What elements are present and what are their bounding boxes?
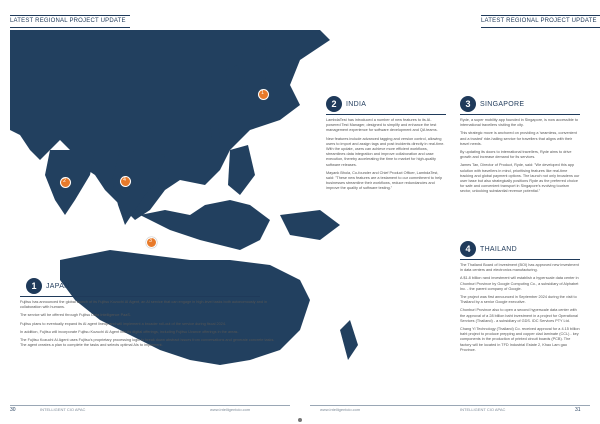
footer-url-left[interactable]: www.intelligentcio.com: [210, 407, 251, 412]
section-3-rule: [460, 114, 580, 115]
section-2-rule: [326, 114, 446, 115]
header-title-left: LATEST REGIONAL PROJECT UPDATE: [10, 18, 126, 24]
section-4-body: The Thailand Board of Investment (BOI) has approved new investment in data centers and electronics manufacturing. A $1.8 billion rand investment will establish a hyperscale data center in Chonburi Province by Google Computing Co., a subsidiary of Alphabet Inc. - the parent company of Google. The project was first announced in September 2024 during the visit to Thailand by a senior Google executive. Chonburi Province also to open a second hyperscale data center with the approval of a 28 billion baht investment in a project for Operational Services (Thailand) - a subsidiary of GDS. IDC Services PTY Ltd. Chang Yi Technology (Thailand) Co. received approval for a 4.15 billion baht project to produce prepping and copper clad laminate (CCL) - key components in the production of printed circuit boards (PCB). The factory will be located in TFD Industrial Estate 2, Khao Lam gao Province.: [460, 263, 580, 352]
page-number-left: 30: [10, 407, 16, 413]
pin-number: 4: [123, 177, 126, 183]
landmass-indonesia: [140, 200, 270, 250]
section-1-body: Fujitsu has announced the global launch of its Fujitsu Kozuchi AI Agent, an AI service that can engage in high-level tasks both autonomously and in collaboration with humans. The service will be offered through Fujitsu Data Intelligence PaaS. Fujitsu plans to eventually expand its AI agent lineup and will implement a broader roll-out of the service during fiscal 2024. In addition, Fujitsu will incorporate Fujitsu Kozuchi AI Agent into its digital offerings, including Fujitsu Uvance offerings in the areas. The Fujitsu Kozuchi AI Agent uses Fujitsu's proprietary processing logic to break down abstract issues from conversations and generate concrete tasks. The agent creates a plan to complete the tasks and selects optimal AIs to implement.: [20, 300, 275, 348]
section-2-body: LambdaTest has introduced a number of new features to its AI-powered Test Manager, designed to simplify and enhance the test management experience for software development and QA teams. New features include advanced tagging and version control, allowing users to import and assign tags and post incidents directly in real-time. With the update, users can achieve more efficient workflows, streamlines data integration and improve collaboration and case execution, thereby accelerating the time to market for high-quality software releases. Mayank Bhola, Co-founder and Chief Product Officer, LambdaTest, said: "These new features are a testament to our commitment to help businesses streamline their workflows, reduce redundancies and improve the quality of software testing.": [326, 118, 445, 191]
footer-left: [10, 405, 290, 416]
section-2-badge: 2: [326, 96, 342, 112]
footer-right: [310, 405, 590, 416]
landmass-philippines: [228, 145, 255, 195]
pin-number: 1: [261, 90, 264, 96]
pin-number: 2: [63, 178, 66, 184]
section-4-title: THAILAND: [480, 246, 518, 253]
landmass-new-zealand: [340, 320, 358, 360]
footer-brand-right: INTELLIGENT CIO APAC: [460, 407, 506, 412]
page-fold-marker: [298, 418, 302, 422]
landmass-new-guinea: [280, 210, 340, 240]
section-3-body: Ryde, a super mobility app founded in Singapore, is now accessible to international travellers visiting the city. This strategic move is anchored on providing a 'seamless, convenient and a trusted' ride-hailing service for travellers that aligns with their travel needs. By updating its doors to international travellers, Ryde aims to drive growth and increase demand for its services. James Tan, Director of Product, Ryde, said: "We developed this app solution with travellers in mind, prioritising features like real-time tracking and global payment options. The launch not only broadens our user base but also strategically positions Ryde as the preferred choice for safe and convenient transport in Singapore's evolving tourism sector, unlocking substantial revenue potential.": [460, 118, 580, 194]
footer-brand-left: INTELLIGENT CIO APAC: [40, 407, 86, 412]
section-3-title: SINGAPORE: [480, 101, 525, 108]
section-3-badge: 3: [460, 96, 476, 112]
section-4-rule: [460, 259, 580, 260]
section-1-badge: 1: [26, 278, 42, 294]
section-2-title: INDIA: [346, 101, 367, 108]
section-1-rule: [20, 296, 260, 297]
pin-number: 3: [149, 238, 152, 244]
footer-url-right[interactable]: www.intelligentcio.com: [320, 407, 361, 412]
section-1-title: JAPAN: [46, 283, 70, 290]
section-4-badge: 4: [460, 241, 476, 257]
header-title-right: LATEST REGIONAL PROJECT UPDATE: [481, 18, 597, 24]
page-number-right: 31: [575, 407, 581, 413]
